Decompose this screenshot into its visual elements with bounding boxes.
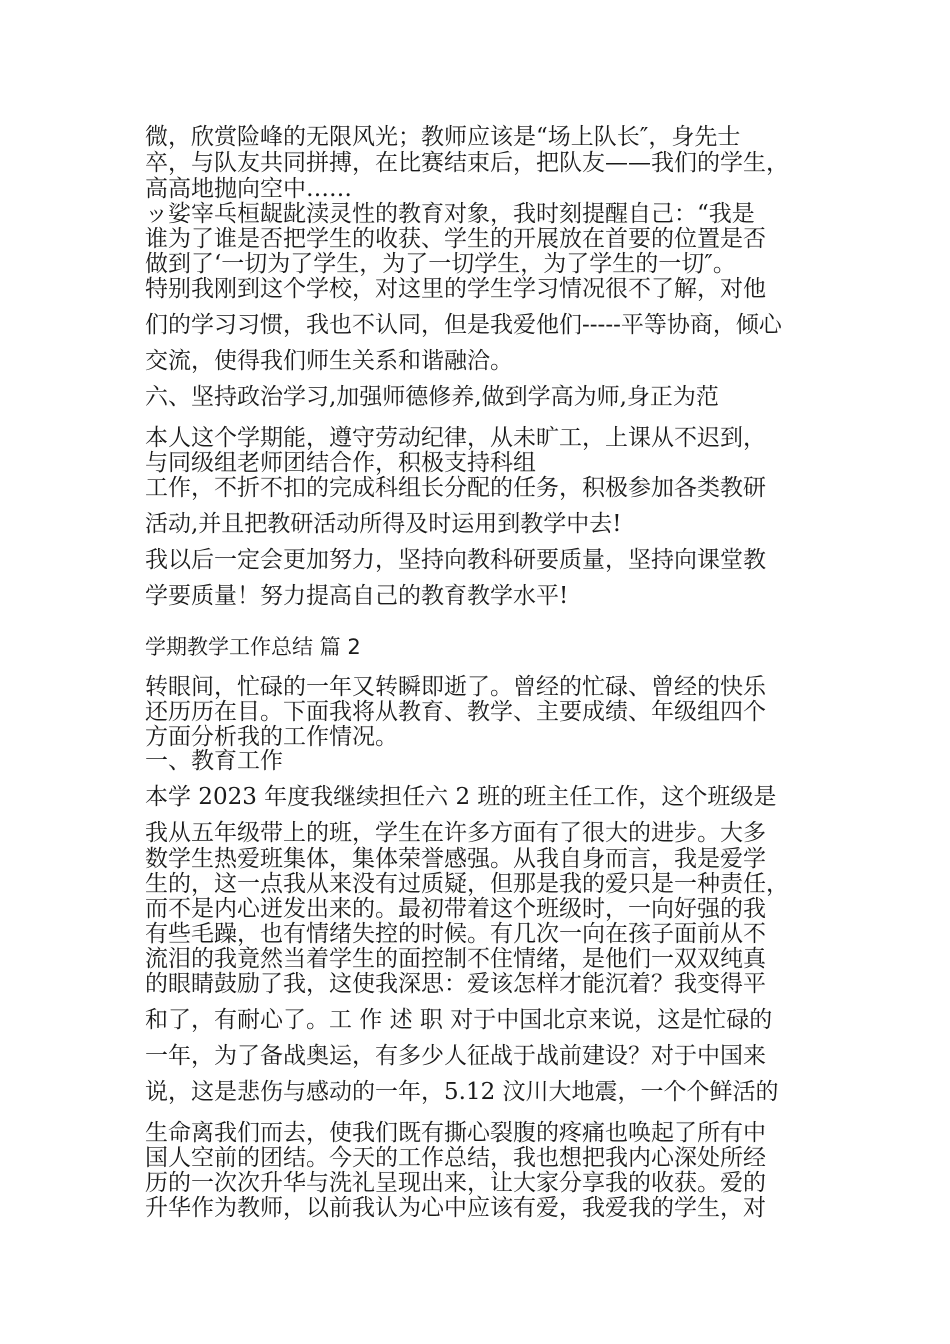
text-line: 做到了‘一切为了学生，为了一切学生，为了学生的一切″。: [145, 251, 736, 277]
text-line: 还历历在目。下面我将从教育、教学、主要成绩、年级组四个: [145, 699, 766, 725]
text-line: 升华作为教师，以前我认为心中应该有爱，我爱我的学生，对: [145, 1195, 766, 1221]
text-line: 活动,并且把教研活动所得及时运用到教学中去!: [145, 511, 622, 537]
text-line: 本学 2023 年度我继续担任六 2 班的班主任工作，这个班级是: [145, 784, 777, 810]
section-heading: 六、坚持政治学习,加强师德修养,做到学高为师,身正为范: [145, 384, 719, 410]
text-line: 微，欣赏险峰的无限风光；教师应该是“场上队长″，身先士: [145, 124, 741, 150]
text-line: 与同级组老师团结合作，积极支持科组: [145, 450, 536, 476]
text-line: ッ娑宰乓桓龊龀渎灵性的教育对象，我时刻提醒自己：“我是: [145, 201, 755, 227]
section-title: 学期教学工作总结 篇 2: [145, 635, 361, 659]
text-line: 历的一次次升华与洗礼呈现出来，让大家分享我的收获。爱的: [145, 1170, 766, 1196]
text-line: 本人这个学期能，遵守劳动纪律，从未旷工，上课从不迟到，: [145, 425, 766, 451]
text-line: 的眼睛鼓励了我，这使我深思：爱该怎样才能沉着？我变得平: [145, 971, 766, 997]
text-line: 和了，有耐心了。工 作 述 职 对于中国北京来说，这是忙碌的: [145, 1007, 773, 1033]
text-line: 而不是内心迸发出来的。最初带着这个班级时，一向好强的我: [145, 896, 766, 922]
text-line: 一年，为了备战奥运，有多少人征战于战前建设？对于中国来: [145, 1043, 766, 1069]
text-line: 流泪的我竟然当着学生的面控制不住情绪，是他们一双双纯真: [145, 946, 766, 972]
text-line: 工作，不折不扣的完成科组长分配的任务，积极参加各类教研: [145, 475, 766, 501]
text-line: 有些毛躁，也有情绪失控的时候。有几次一向在孩子面前从不: [145, 921, 766, 947]
text-line: 高高地抛向空中……: [145, 176, 352, 202]
text-line: 交流，使得我们师生关系和谐融洽。: [145, 348, 513, 374]
text-line: 学要质量！努力提高自己的教育教学水平!: [145, 583, 569, 609]
text-line: 我从五年级带上的班，学生在许多方面有了很大的进步。大多: [145, 820, 766, 846]
text-line: 转眼间，忙碌的一年又转瞬即逝了。曾经的忙碌、曾经的快乐: [145, 674, 766, 700]
text-line: 数学生热爱班集体，集体荣誉感强。从我自身而言，我是爱学: [145, 846, 766, 872]
text-line: 方面分析我的工作情况。: [145, 724, 398, 750]
section-heading: 一、教育工作: [145, 748, 283, 774]
text-line: 说，这是悲伤与感动的一年，5.12 汶川大地震，一个个鲜活的: [145, 1079, 779, 1105]
text-line: 特别我刚到这个学校，对这里的学生学习情况很不了解，对他: [145, 276, 766, 302]
text-line: 谁为了谁是否把学生的收获、学生的开展放在首要的位置是否: [145, 226, 766, 252]
text-line: 生的，这一点我从来没有过质疑，但那是我的爱只是一种责任，: [145, 871, 789, 897]
text-line: 卒，与队友共同拼搏，在比赛结束后，把队友——我们的学生，: [145, 150, 789, 176]
text-line: 生命离我们而去，使我们既有撕心裂腹的疼痛也唤起了所有中: [145, 1120, 766, 1146]
text-line: 我以后一定会更加努力，坚持向教科研要质量，坚持向课堂教: [145, 547, 766, 573]
text-line: 们的学习习惯，我也不认同，但是我爱他们-----平等协商，倾心: [145, 312, 782, 338]
text-line: 国人空前的团结。今天的工作总结，我也想把我内心深处所经: [145, 1145, 766, 1171]
